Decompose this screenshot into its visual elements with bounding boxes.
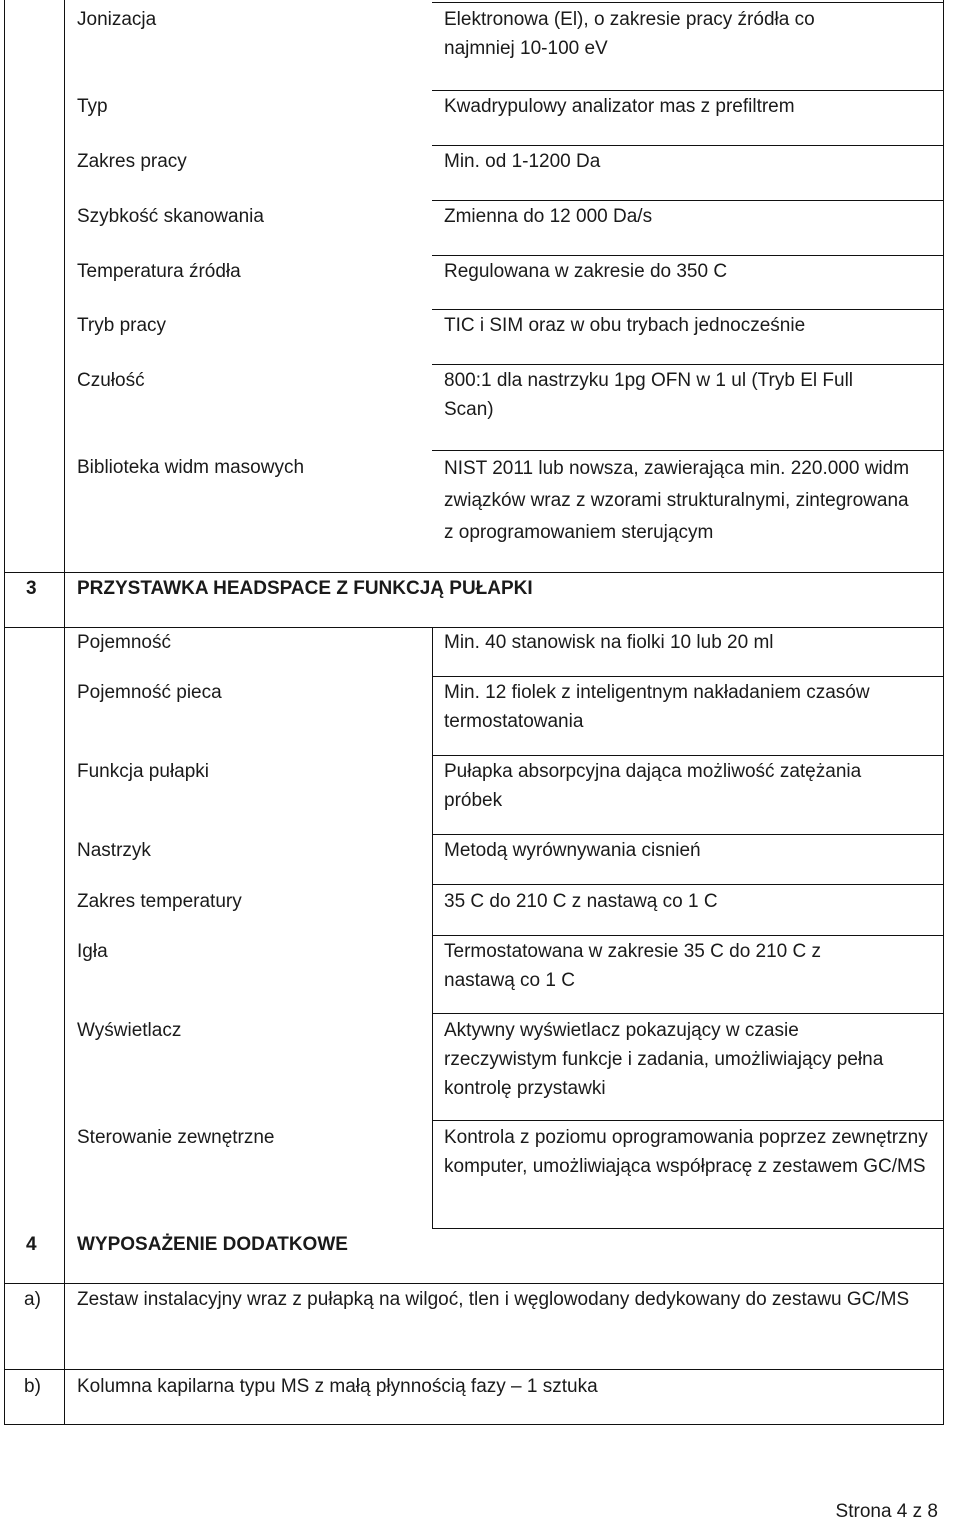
hs-row-value: Pułapka absorpcyjna dająca możliwość zatężania próbek xyxy=(444,761,862,811)
ms-row-label: Biblioteka widm masowych xyxy=(77,457,305,478)
ms-row-label: Typ xyxy=(77,96,108,117)
hs-row-value: 35 C do 210 C z nastawą co 1 C xyxy=(444,891,718,912)
equipment-item-text: Kolumna kapilarna typu MS z małą płynnością fazy – 1 sztuka xyxy=(77,1376,598,1397)
hs-row-label: Funkcja pułapki xyxy=(77,761,210,782)
ms-value-line-4 xyxy=(432,255,944,256)
hs-row-value: Min. 12 fiolek z inteligentnym nakładaniem czasów termostatowania xyxy=(444,682,870,732)
table-border-bottom xyxy=(4,1424,944,1425)
hs-row-label: Zakres temperatury xyxy=(77,891,242,912)
ms-value-line-0 xyxy=(432,2,944,3)
ms-value-line-3 xyxy=(432,200,944,201)
equipment-item-text: Zestaw instalacyjny wraz z pułapką na wilgoć, tlen i węglowodany dedykowany do zestawu GC/MS xyxy=(77,1289,910,1310)
equipment-item-marker: b) xyxy=(24,1376,41,1397)
section3-title: PRZYSTAWKA HEADSPACE Z FUNKCJĄ PUŁAPKI xyxy=(77,578,533,599)
ms-row-value: Zmienna do 12 000 Da/s xyxy=(444,206,653,227)
table-border-right xyxy=(943,0,944,1425)
ms-row-value: Elektronowa (El), o zakresie pracy źródła co najmniej 10-100 eV xyxy=(444,9,815,59)
hs-row-label: Igła xyxy=(77,941,108,962)
section4-title: WYPOSAŻENIE DODATKOWE xyxy=(77,1234,348,1255)
ms-value-line-5 xyxy=(432,309,944,310)
hs-row-label: Nastrzyk xyxy=(77,840,151,861)
hs-row-value: Metodą wyrównywania cisnień xyxy=(444,840,701,861)
ms-value-line-1 xyxy=(432,90,944,91)
ms-row-value: Min. od 1-1200 Da xyxy=(444,151,601,172)
ms-row-value: 800:1 dla nastrzyku 1pg OFN w 1 ul (Tryb El Full Scan) xyxy=(444,370,854,420)
hs-value-line-1 xyxy=(432,676,944,677)
ms-row-value: TIC i SIM oraz w obu trybach jednocześnie xyxy=(444,315,806,336)
ms-value-line-2 xyxy=(432,145,944,146)
hs-row-value: Aktywny wyświetlacz pokazujący w czasie rzeczywistym funkcje i zadania, umożliwiający pełna kontrolę przystawki xyxy=(444,1020,884,1099)
hs-row-value: Termostatowana w zakresie 35 C do 210 C z nastawą co 1 C xyxy=(444,941,822,991)
hs-row-label: Wyświetlacz xyxy=(77,1020,182,1041)
hs-value-line-4 xyxy=(432,884,944,885)
ms-row-label: Szybkość skanowania xyxy=(77,206,264,227)
number-column-divider xyxy=(64,0,65,1425)
hs-row-label: Pojemność pieca xyxy=(77,682,222,703)
ms-row-label: Jonizacja xyxy=(77,9,157,30)
hs-value-line-5 xyxy=(432,935,944,936)
section3-number: 3 xyxy=(26,578,37,599)
page-number: Strona 4 z 8 xyxy=(835,1501,938,1522)
section4-number: 4 xyxy=(26,1234,37,1255)
ms-value-line-6 xyxy=(432,364,944,365)
ms-value-line-7 xyxy=(432,450,944,451)
value-column-divider xyxy=(432,627,433,1228)
ms-row-label: Zakres pracy xyxy=(77,151,187,172)
hs-row-label: Pojemność xyxy=(77,632,171,653)
hs-row-value: Min. 40 stanowisk na fiolki 10 lub 20 ml xyxy=(444,632,774,653)
ms-row-value: Regulowana w zakresie do 350 C xyxy=(444,261,728,282)
hs-value-line-7 xyxy=(432,1120,944,1121)
hs-value-line-2 xyxy=(432,755,944,756)
ms-row-label: Temperatura źródła xyxy=(77,261,241,282)
hs-row-value: Kontrola z poziomu oprogramowania poprzez zewnętrzny komputer, umożliwiająca współpracę z zestawem GC/MS xyxy=(444,1127,928,1177)
ms-row-label: Czułość xyxy=(77,370,145,391)
table-border-left xyxy=(4,0,5,1425)
hs-value-line-3 xyxy=(432,834,944,835)
equipment-item-marker: a) xyxy=(24,1289,41,1310)
ms-row-value: NIST 2011 lub nowsza, zawierająca min. 220.000 widm związków wraz z wzorami strukturalnymi, zintegrowana z oprogramowaniem sterującym xyxy=(444,458,910,543)
ms-row-value: Kwadrypulowy analizator mas z prefiltrem xyxy=(444,96,795,117)
hs-value-line-6 xyxy=(432,1013,944,1014)
hs-row-label: Sterowanie zewnętrzne xyxy=(77,1127,275,1148)
ms-row-label: Tryb pracy xyxy=(77,315,167,336)
